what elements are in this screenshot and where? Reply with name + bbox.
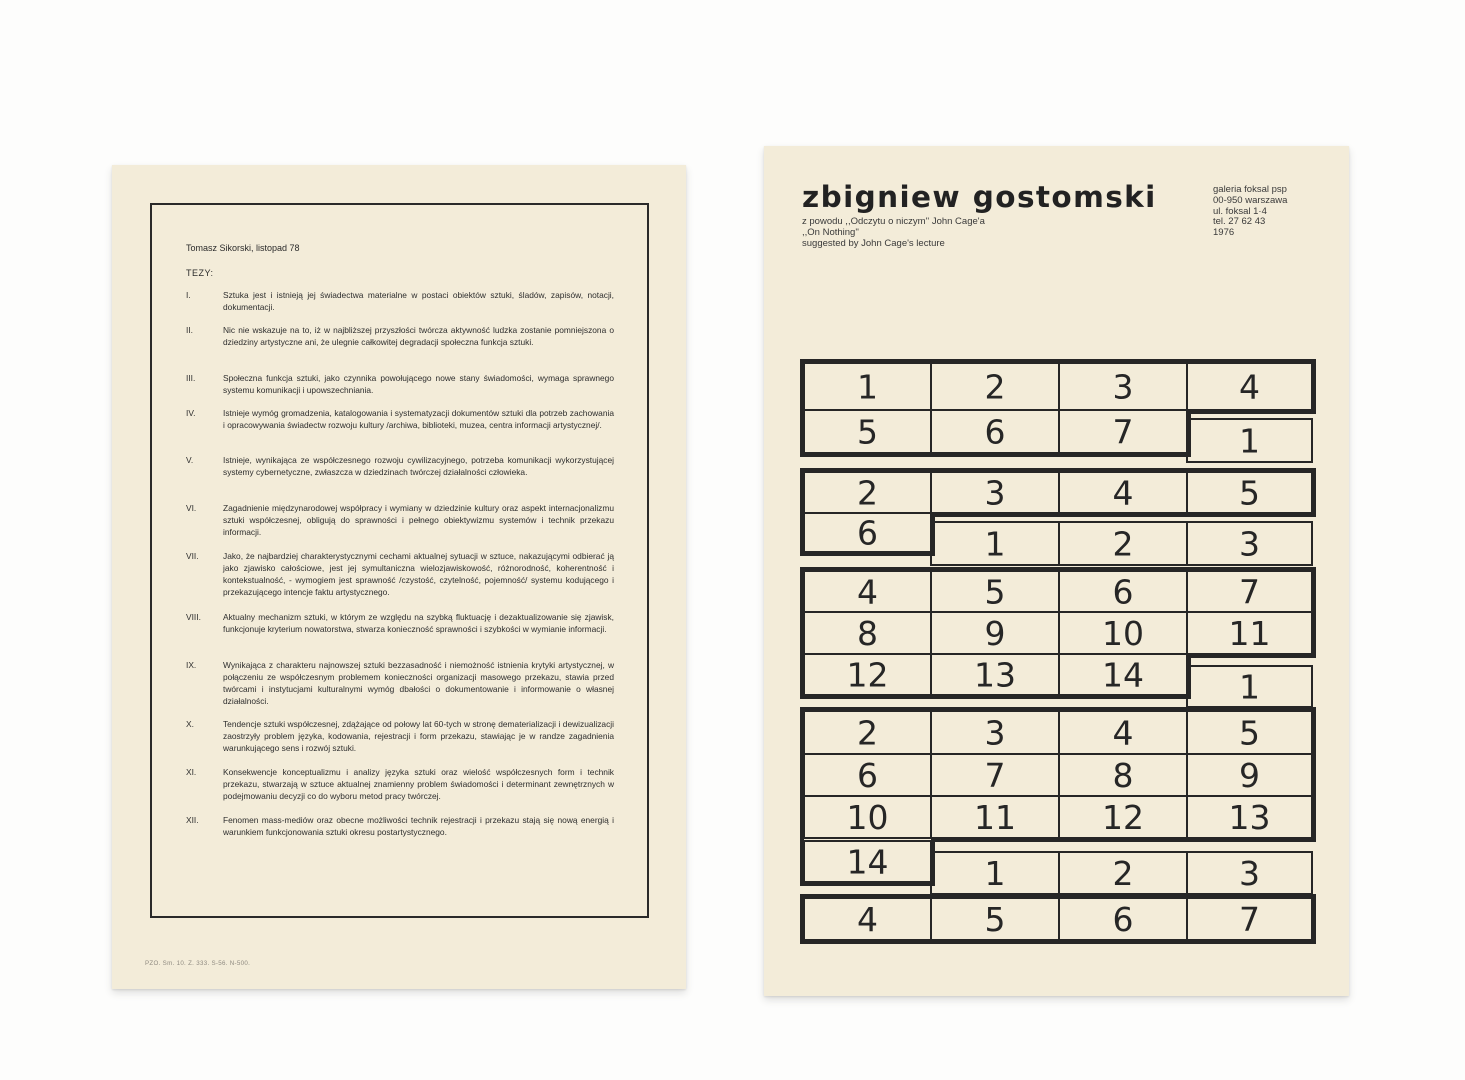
grid-number: 2 <box>984 367 1006 407</box>
grid-number: 4 <box>1112 713 1134 753</box>
thesis-number: I. <box>186 290 191 300</box>
thesis-text: Jako, że najbardziej charakterystycznymi cechami aktualnej sytuacji w sztuce, nakazującymi odbierać ją jako zjawisko całościowe, jest jej symultaniczna wielozjawiskowość, różnorodność, koherentność i kontekstualność, - wymogiem jest sprawność /czystość, czytelność, pojemność/ systemu kodującego i przekazującego intencje faktu artystycznego. <box>223 551 614 597</box>
thesis-number: II. <box>186 325 193 335</box>
grid-number: 1 <box>1239 421 1260 461</box>
grid-number: 7 <box>1239 900 1260 939</box>
thesis-number: V. <box>186 455 194 465</box>
grid-number: 1 <box>984 854 1006 893</box>
thesis-text: Tendencje sztuki współczesnej, zdążające od połowy lat 60-tych w stronę dematerializacji i dewizualizacji zaostrzyły problem języka, kodowania, rejestracji i form przekazu, stawiając je w randze zagadnienia warunkującego sens i rozwój sztuki. <box>223 719 614 753</box>
grid-number: 13 <box>974 655 1016 695</box>
thesis-number: VII. <box>186 551 199 561</box>
thesis-text: Fenomen mass-mediów oraz obecne możliwości technik rejestracji i przekazu stają się nową energią i warunkiem funkcjonowania sztuki okresu postartystycznego. <box>223 815 614 837</box>
thesis-number: IX. <box>186 660 197 670</box>
grid-number: 1 <box>984 524 1006 564</box>
grid-number: 5 <box>1239 473 1260 513</box>
address-line: ul. foksal 1·4 <box>1213 205 1267 217</box>
grid-number: 12 <box>846 655 889 695</box>
grid-number: 3 <box>984 473 1006 513</box>
grid-number: 3 <box>984 713 1006 753</box>
grid-number: 8 <box>1112 756 1134 795</box>
grid-number: 13 <box>1228 798 1271 837</box>
grid-number: 3 <box>1239 524 1260 564</box>
grid-number: 11 <box>974 798 1016 837</box>
grid-number: 5 <box>1239 713 1260 753</box>
grid-number: 9 <box>984 614 1006 653</box>
grid-number: 2 <box>857 713 878 753</box>
grid-number: 1 <box>857 367 878 407</box>
grid-number: 4 <box>1239 367 1260 407</box>
grid-number: 2 <box>1112 524 1134 564</box>
thesis-sheet <box>112 165 686 989</box>
grid-number: 10 <box>846 798 889 837</box>
grid-number: 7 <box>984 756 1006 795</box>
grid-number: 2 <box>857 473 878 513</box>
author-line: Tomasz Sikorski, listopad 78 <box>186 243 300 253</box>
grid-number: 6 <box>857 513 878 553</box>
grid-number: 14 <box>1102 655 1144 695</box>
grid-number: 6 <box>984 412 1006 452</box>
thesis-text: Wynikająca z charakteru najnowszej sztuki bezzasadność i niemożność istnienia krytyki artystycznej, w połączeniu ze współczesnym problemem konieczności organizacji masowego przekazu, stawia przed twórcami i instytucjami kulturalnymi wymóg dbałości o dokumentowanie i informowanie o własnej działalności. <box>223 660 614 706</box>
thesis-number: XII. <box>186 815 199 825</box>
subtitle-line: suggested by John Cage's lecture <box>802 238 945 249</box>
number-grid <box>764 146 1349 996</box>
address-line: galeria foksal psp <box>1213 184 1287 195</box>
address-line: tel. 27 62 43 <box>1213 216 1266 228</box>
grid-number: 6 <box>857 756 878 795</box>
grid-number: 5 <box>984 572 1006 612</box>
thesis-number: X. <box>186 719 194 729</box>
grid-number: 3 <box>1112 367 1134 407</box>
grid-number: 7 <box>1239 572 1260 612</box>
grid-number: 7 <box>1112 412 1134 452</box>
poster-title: zbigniew gostomski <box>802 180 1157 214</box>
grid-number: 6 <box>1112 900 1134 939</box>
thesis-number: IV. <box>186 408 196 418</box>
thesis-text: Sztuka jest i istnieją jej świadectwa materialne w postaci obiektów sztuki, śladów, zapisów, notacji, dokumentacji. <box>223 290 614 312</box>
grid-number: 11 <box>1228 614 1271 653</box>
theses-heading: TEZY: <box>186 268 214 278</box>
grid-number: 12 <box>1102 798 1144 837</box>
grid-number: 6 <box>1112 572 1134 612</box>
grid-number: 9 <box>1239 756 1260 795</box>
grid-number: 10 <box>1102 614 1144 653</box>
address-line: 1976 <box>1213 227 1235 239</box>
thesis-text: Istnieje wymóg gromadzenia, katalogowania i systematyzacji dokumentów sztuki dla potrzeb zachowania i opracowywania świadectw rozwoju kultury /archiwa, biblioteki, muzea, centra informacji artystycznej/. <box>223 408 614 430</box>
poster-sheet <box>764 146 1349 996</box>
grid-number: 4 <box>857 572 878 612</box>
thesis-text: Zagadnienie międzynarodowej współpracy i wymiany w dziedzinie kultury oraz aspekt internacjonalizmu sztuki współczesnej, obligują do sprawności i pełnego obiektywizmu systemów i technik przekazu informacji. <box>223 503 614 537</box>
subtitle-line: ,,On Nothing'' <box>802 227 859 238</box>
thesis-number: XI. <box>186 767 197 777</box>
grid-number: 3 <box>1239 854 1260 893</box>
grid-number: 5 <box>984 900 1006 939</box>
thesis-number: VIII. <box>186 612 201 622</box>
printer-note: PZO. Sm. 10. Z. 333. S-56. N-500. <box>145 960 251 967</box>
thesis-text: Nic nie wskazuje na to, iż w najbliższej przyszłości twórcza aktywność ludzka zostanie pomniejszona o dziedziny artystyczne ani, że ulegnie całkowitej degradacji społeczna funkcja sztuki. <box>223 325 614 347</box>
thesis-number: III. <box>186 373 196 383</box>
thesis-text: Aktualny mechanizm sztuki, w którym ze względu na szybką fluktuację i dezaktualizowanie się zjawisk, funkcjonuje kryterium nowatorstwa, stwarza konieczność sprawności i szybkości w wymianie informacji. <box>223 612 614 634</box>
grid-number: 8 <box>857 614 878 653</box>
grid-number: 14 <box>846 842 889 882</box>
address-line: 00-950 warszawa <box>1213 194 1288 206</box>
grid-number: 1 <box>1239 667 1260 707</box>
thesis-text: Społeczna funkcja sztuki, jako czynnika powołującego nowe stany świadomości, wymaga sprawnego systemu komunikacji i upowszechniania. <box>223 373 614 395</box>
grid-number: 5 <box>857 412 878 452</box>
thesis-text: Konsekwencje konceptualizmu i analizy języka sztuki oraz wielość współczesnych form i technik przekazu, stwarzają w sztuce aktualnej znamienny problem świadomości i determinant zewnętrznych w podejmowaniu decyzji co do wyboru metod pracy twórczej. <box>223 767 614 801</box>
grid-number: 2 <box>1112 854 1134 893</box>
subtitle-line: z powodu ,,Odczytu o niczym'' John Cage'a <box>802 216 985 227</box>
thesis-number: VI. <box>186 503 197 513</box>
thesis-text: Istnieje, wynikająca ze współczesnego rozwoju cywilizacyjnego, potrzeba komunikacji wykorzystującej systemy cybernetyczne, zwłaszcza w dziedzinach twórczej działalności człowieka. <box>223 455 614 477</box>
grid-number: 4 <box>857 900 878 939</box>
grid-number: 4 <box>1112 473 1134 513</box>
